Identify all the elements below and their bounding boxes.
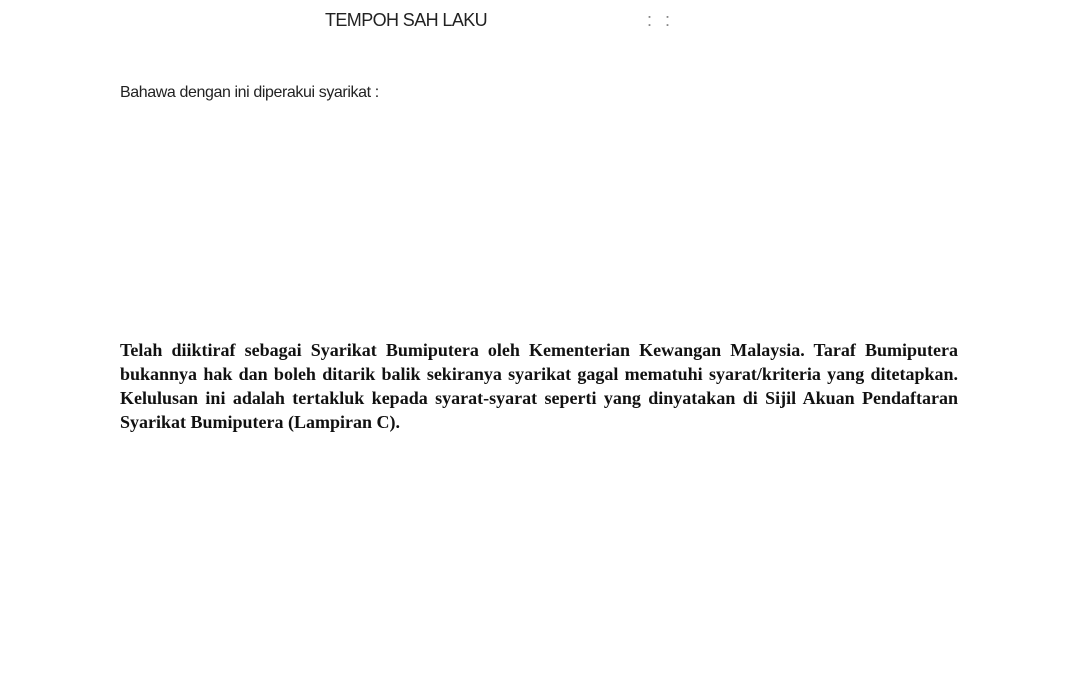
validity-period-separator: : :: [647, 10, 675, 30]
validity-period-row: [325, 10, 725, 36]
bumiputera-statement-paragraph: Telah diiktiraf sebagai Syarikat Bumiputera oleh Kementerian Kewangan Malaysia. Taraf Bumiputera bukannya hak dan boleh ditarik balik sekiranya syarikat gagal mematuhi syarat/kriteria yang ditetapkan. Kelulusan ini adalah tertakluk kepada syarat-syarat seperti yang dinyatakan di Sijil Akuan Pendaftaran Syarikat Bumiputera (Lampiran C).: [120, 340, 958, 432]
certification-intro-text: Bahawa dengan ini diperakui syarikat :: [120, 84, 379, 101]
validity-period-label: TEMPOH SAH LAKU: [325, 10, 488, 30]
